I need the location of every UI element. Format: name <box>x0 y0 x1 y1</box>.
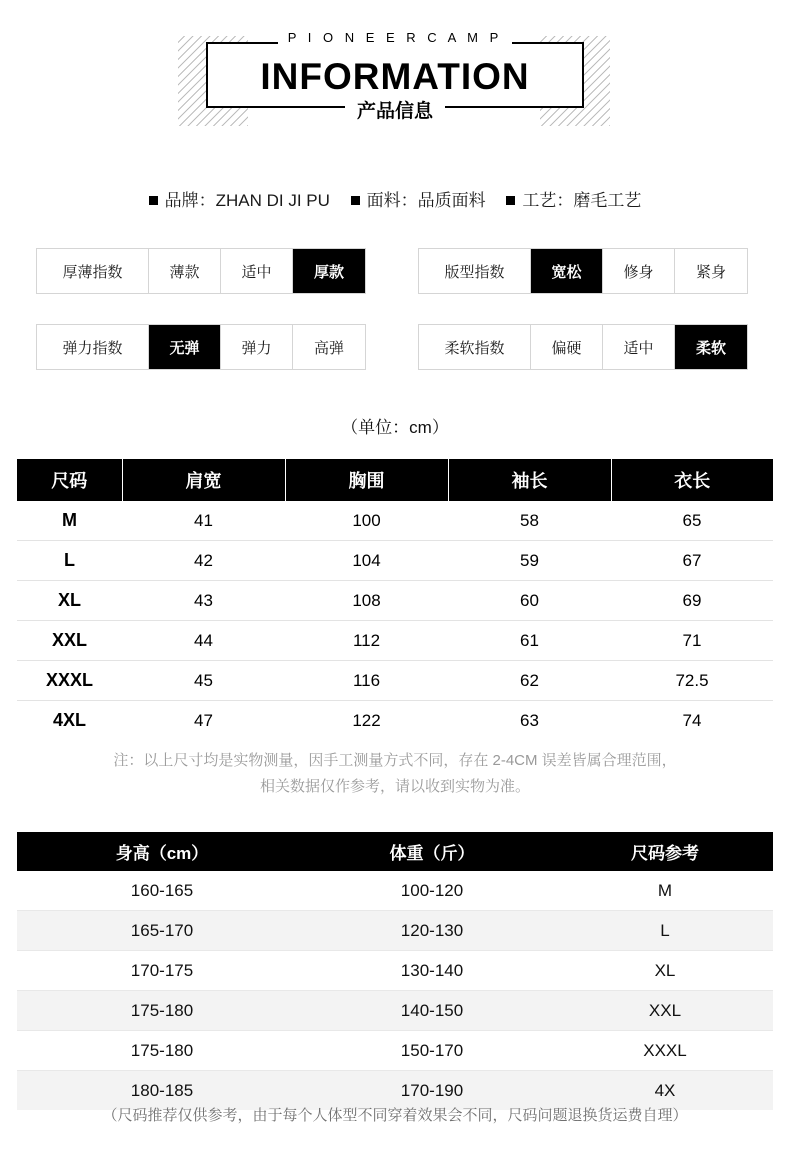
unit-label: （单位：cm） <box>341 418 449 437</box>
size-cell: XL <box>17 581 122 621</box>
index-option-thick[interactable]: 厚款 <box>293 249 365 293</box>
spec-label-craft: 工艺： <box>522 191 574 210</box>
index-option-slim[interactable]: 修身 <box>603 249 675 293</box>
index-option-thin[interactable]: 薄款 <box>149 249 221 293</box>
table-row <box>17 871 773 911</box>
rec-cell: 150-170 <box>307 1031 557 1071</box>
spec-value-fabric: 品质面料 <box>417 191 486 210</box>
rec-cell: 175-180 <box>17 1031 307 1071</box>
page-subtitle <box>206 96 584 123</box>
size-cell: 67 <box>611 541 773 581</box>
table-row <box>17 991 773 1031</box>
index-row-thickness <box>36 248 366 294</box>
size-col-header-shoulder: 肩宽 <box>122 459 285 501</box>
size-cell: 100 <box>285 501 448 541</box>
table-row <box>17 621 773 661</box>
size-cell: 72.5 <box>611 661 773 701</box>
rec-cell: 180-185 <box>17 1071 307 1111</box>
table-header-row <box>17 832 773 871</box>
spec-value-brand: ZHAN DI JI PU <box>215 191 330 210</box>
size-cell: 41 <box>122 501 285 541</box>
rec-col-header-height: 身高（cm） <box>17 832 307 871</box>
page-header <box>0 0 790 150</box>
rec-col-header-size: 尺码参考 <box>557 832 773 871</box>
size-col-header-length: 衣长 <box>611 459 773 501</box>
table-row <box>17 501 773 541</box>
index-row-fit <box>418 248 748 294</box>
index-label-softness: 柔软指数 <box>419 325 531 369</box>
rec-cell: 4X <box>557 1071 773 1111</box>
size-col-header-bust: 胸围 <box>285 459 448 501</box>
size-col-header-size: 尺码 <box>17 459 122 501</box>
size-cell: 116 <box>285 661 448 701</box>
size-cell: 42 <box>122 541 285 581</box>
spec-value-craft: 磨毛工艺 <box>573 191 642 210</box>
table-row <box>17 581 773 621</box>
rec-cell: XXL <box>557 991 773 1031</box>
index-row-softness <box>418 324 748 370</box>
size-cell: 44 <box>122 621 285 661</box>
measurement-note <box>0 748 790 800</box>
bullet-square-icon <box>351 196 360 205</box>
size-cell: 43 <box>122 581 285 621</box>
index-option-soft[interactable]: 柔软 <box>675 325 747 369</box>
bullet-square-icon <box>506 196 515 205</box>
size-recommendation-table <box>17 832 773 1110</box>
size-cell: 62 <box>448 661 611 701</box>
measurement-note-line2: 相关数据仅作参考，请以收到实物为准。 <box>259 778 530 795</box>
rec-cell: 140-150 <box>307 991 557 1031</box>
footer-note: （尺码推荐仅供参考，由于每个人体型不同穿着效果会不同，尺码问题退换货运费自理） <box>102 1107 688 1124</box>
index-option-stretch[interactable]: 弹力 <box>221 325 293 369</box>
spec-item-fabric <box>351 186 486 211</box>
size-cell: 4XL <box>17 701 122 741</box>
size-cell: M <box>17 501 122 541</box>
rec-col-header-weight: 体重（斤） <box>307 832 557 871</box>
size-cell: 45 <box>122 661 285 701</box>
size-cell: 58 <box>448 501 611 541</box>
index-option-tight[interactable]: 紧身 <box>695 263 726 281</box>
index-option-high-stretch[interactable]: 高弹 <box>313 339 344 357</box>
index-option-no-stretch[interactable]: 无弹 <box>149 325 221 369</box>
index-option-loose[interactable]: 宽松 <box>531 249 603 293</box>
spec-label-fabric: 面料： <box>366 191 418 210</box>
rec-cell: XXXL <box>557 1031 773 1071</box>
table-row <box>17 1031 773 1071</box>
rec-cell: XL <box>557 951 773 991</box>
page-subtitle-text: 产品信息 <box>345 101 445 122</box>
size-measurement-table <box>17 459 773 740</box>
table-row <box>17 701 773 741</box>
size-cell: L <box>17 541 122 581</box>
index-label-elasticity: 弹力指数 <box>37 325 149 369</box>
spec-item-brand <box>149 186 330 211</box>
index-label-fit: 版型指数 <box>419 249 531 293</box>
index-option-stiff[interactable]: 偏硬 <box>531 325 603 369</box>
size-cell: 104 <box>285 541 448 581</box>
size-cell: XXXL <box>17 661 122 701</box>
size-cell: 74 <box>611 701 773 741</box>
index-option-medium[interactable]: 适中 <box>221 249 293 293</box>
size-cell: 108 <box>285 581 448 621</box>
rec-cell: 130-140 <box>307 951 557 991</box>
table-row <box>17 951 773 991</box>
rec-cell: 170-175 <box>17 951 307 991</box>
size-cell: 63 <box>448 701 611 741</box>
product-spec-line <box>0 186 790 211</box>
size-cell: 122 <box>285 701 448 741</box>
index-row-elasticity <box>36 324 366 370</box>
size-col-header-sleeve: 袖长 <box>448 459 611 501</box>
spec-item-craft <box>506 186 641 211</box>
index-label-thickness: 厚薄指数 <box>37 249 149 293</box>
spec-label-brand: 品牌： <box>164 191 216 210</box>
size-cell: 61 <box>448 621 611 661</box>
table-header-row <box>17 459 773 501</box>
rec-cell: M <box>557 871 773 911</box>
size-cell: 71 <box>611 621 773 661</box>
page-title: INFORMATION <box>260 56 530 97</box>
brand-name-text: P I O N E E R C A M P <box>278 30 513 45</box>
rec-cell: 160-165 <box>17 871 307 911</box>
table-row <box>17 661 773 701</box>
size-cell: 69 <box>611 581 773 621</box>
index-option-moderate[interactable]: 适中 <box>603 325 675 369</box>
rec-cell: 120-130 <box>307 911 557 951</box>
measurement-note-line1: 注：以上尺寸均是实物测量，因手工测量方式不同，存在 2-4CM 误差皆属合理范围， <box>113 752 677 769</box>
size-cell: XXL <box>17 621 122 661</box>
rec-cell: 175-180 <box>17 991 307 1031</box>
size-cell: 59 <box>448 541 611 581</box>
size-cell: 60 <box>448 581 611 621</box>
bullet-square-icon <box>149 196 158 205</box>
size-cell: 112 <box>285 621 448 661</box>
rec-cell: 100-120 <box>307 871 557 911</box>
rec-cell: 165-170 <box>17 911 307 951</box>
size-cell: 65 <box>611 501 773 541</box>
table-row <box>17 541 773 581</box>
rec-cell: 170-190 <box>307 1071 557 1111</box>
table-row <box>17 911 773 951</box>
brand-name <box>206 30 584 45</box>
rec-cell: L <box>557 911 773 951</box>
size-cell: 47 <box>122 701 285 741</box>
